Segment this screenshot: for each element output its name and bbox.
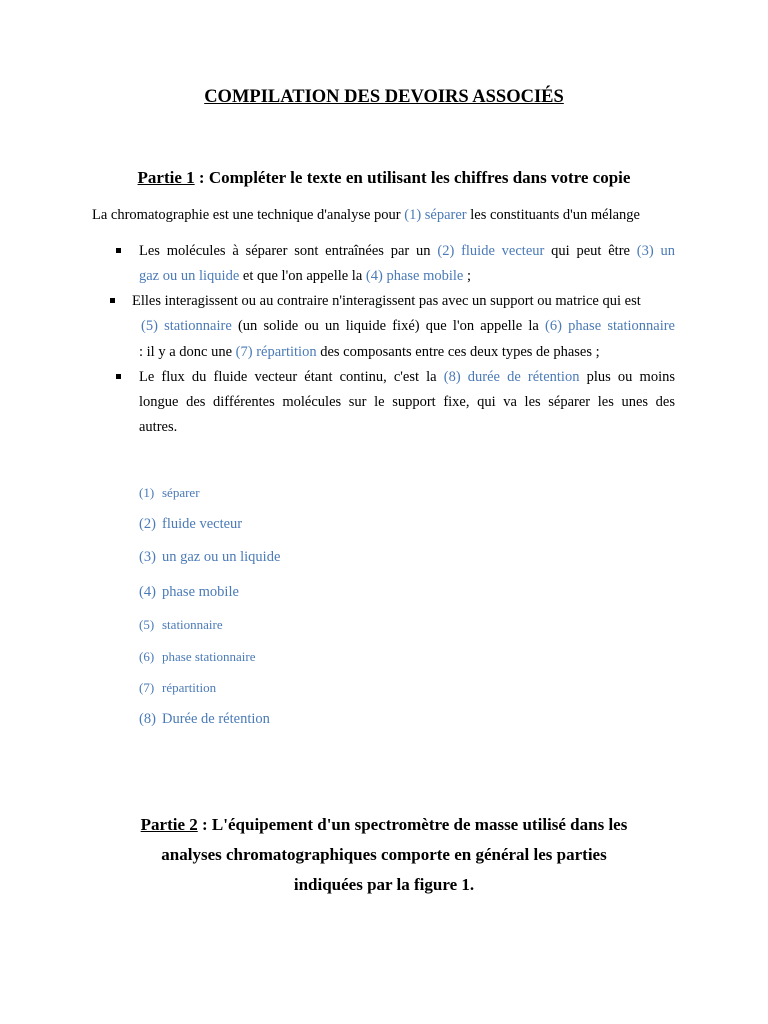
answer-item	[139, 485, 200, 501]
answer-ref: (4) phase mobile	[365, 268, 464, 284]
answer-ref: (3) un	[636, 243, 675, 259]
text: des composants entre ces deux types de phases ;	[316, 344, 600, 360]
answer-text: phase mobile	[162, 584, 239, 600]
bullet1-line2	[139, 267, 471, 285]
text: qui peut être	[544, 243, 637, 259]
bullet2-line3	[139, 343, 600, 361]
bullet2-line2	[141, 317, 675, 335]
answer-text: stationnaire	[162, 617, 223, 632]
bullet-marker	[110, 298, 115, 303]
partie1-heading-text: : Compléter le texte en utilisant les chiffres dans votre copie	[194, 168, 631, 187]
bullet3-line2	[139, 393, 675, 411]
intro-paragraph	[92, 207, 692, 224]
text: plus ou moins	[579, 369, 675, 385]
answer-item	[139, 516, 242, 533]
answer-number: (4)	[139, 584, 156, 600]
bullet1-line1	[139, 242, 675, 260]
text: (un solide ou un liquide fixé) que l'on appelle la	[231, 318, 546, 334]
answer-text: séparer	[162, 485, 200, 500]
partie2-text-1: : L'équipement d'un spectromètre de masse utilisé dans les	[197, 815, 628, 834]
answer-number: (7)	[139, 680, 155, 695]
answer-text: fluide vecteur	[162, 516, 243, 532]
answer-number: (3)	[139, 549, 156, 565]
intro-answer-1: (1) séparer	[404, 207, 467, 223]
intro-text-2: les constituants d'un mélange	[466, 207, 640, 223]
answer-ref: (7) répartition	[235, 344, 317, 360]
bullet3-line3	[139, 418, 177, 436]
bullet2-line1	[132, 292, 641, 310]
answer-ref: (5) stationnaire	[141, 318, 232, 334]
answer-item	[139, 711, 270, 728]
document-title: COMPILATION DES DEVOIRS ASSOCIÉS	[204, 87, 564, 107]
partie2-heading-line1	[0, 815, 768, 835]
answer-number: (2)	[139, 516, 156, 532]
answer-number: (1)	[139, 485, 155, 500]
answer-item	[139, 649, 256, 665]
partie2-heading-line3: indiquées par la figure 1.	[293, 875, 475, 894]
text: longue des différentes molécules sur le support fixe, qui va les séparer les unes des	[139, 394, 675, 410]
answer-text: Durée de rétention	[162, 711, 270, 727]
answer-number: (5)	[139, 617, 155, 632]
text: Elles interagissent ou au contraire n'interagissent pas avec un support ou matrice qui est	[132, 293, 641, 309]
text: autres.	[139, 419, 178, 435]
answer-ref: (2) fluide vecteur	[437, 243, 545, 259]
answer-ref: (8) durée de rétention	[443, 369, 580, 385]
intro-text-1: La chromatographie est une technique d'analyse pour	[92, 207, 405, 223]
text: : il y a donc une	[139, 344, 236, 360]
partie1-label: Partie 1	[137, 168, 195, 187]
partie2-heading-line2: analyses chromatographiques comporte en général les parties	[161, 845, 607, 864]
answer-number: (8)	[139, 711, 156, 727]
answer-text: un gaz ou un liquide	[162, 549, 281, 565]
text: ;	[463, 268, 472, 284]
answer-item	[139, 617, 223, 633]
partie2-label: Partie 2	[140, 815, 198, 834]
answer-item	[139, 584, 239, 601]
bullet-marker	[116, 248, 121, 253]
text: Les molécules à séparer sont entraînées par un	[139, 243, 438, 259]
answer-ref: gaz ou un liquide	[139, 268, 240, 284]
bullet3-line1	[139, 368, 675, 386]
text: et que l'on appelle la	[239, 268, 366, 284]
partie1-heading	[0, 168, 768, 188]
answer-ref: (6) phase stationnaire	[545, 318, 675, 334]
text: Le flux du fluide vecteur étant continu, c'est la	[139, 369, 444, 385]
answer-text: répartition	[162, 680, 217, 695]
bullet-marker	[116, 374, 121, 379]
answer-item	[139, 549, 280, 566]
answer-item	[139, 680, 216, 696]
answer-number: (6)	[139, 649, 155, 664]
answer-text: phase stationnaire	[162, 649, 256, 664]
